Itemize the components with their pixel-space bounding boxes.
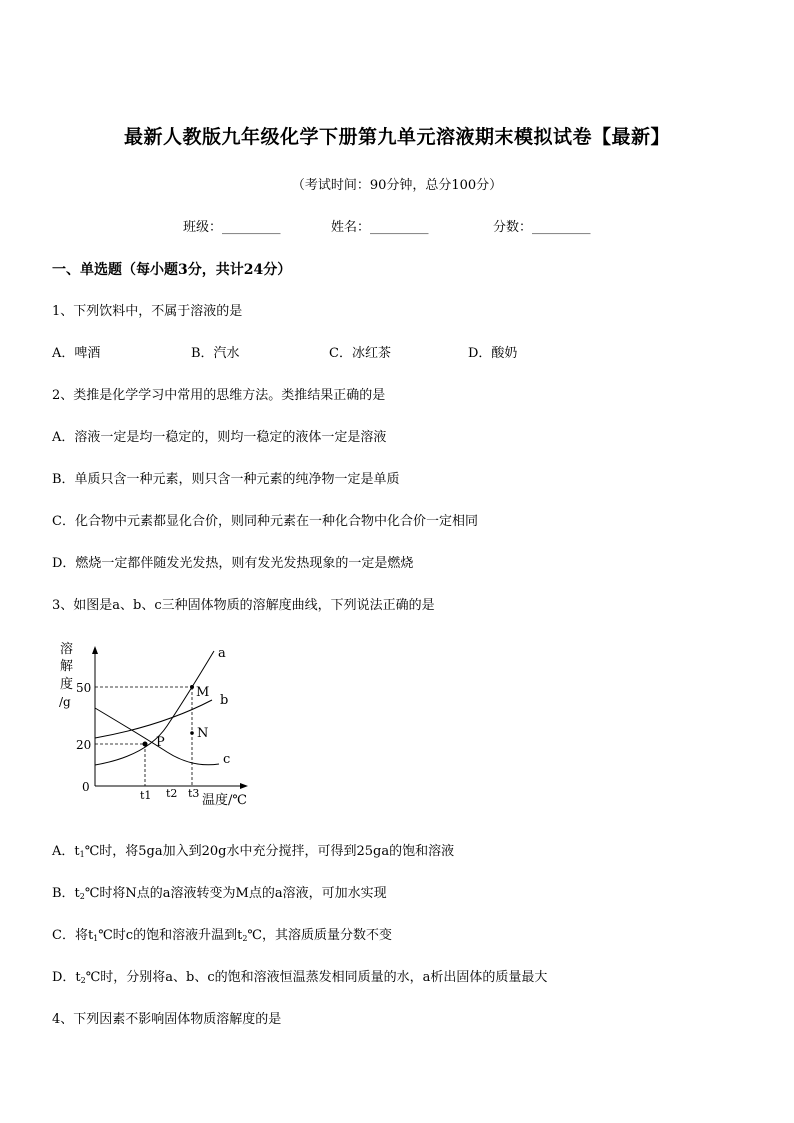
y-tick-label: 50 — [76, 681, 92, 695]
curve-label-a: a — [218, 646, 226, 661]
x-axis-label: 温度/℃ — [202, 793, 247, 808]
q3-option-d: D．$t_2℃$时，分别将a、b、c的饱和溶液恒温蒸发相同质量的水，a析出固体的质量最大 — [52, 970, 548, 985]
q1-option-a: A．啤酒 — [52, 346, 101, 361]
q2-option-d: D．燃烧一定都伴随发光发热，则有发光发热现象的一定是燃烧 — [52, 556, 414, 571]
point-label-p: P — [156, 735, 165, 750]
x-axis-arrow — [240, 783, 248, 789]
q2-option-a: A．溶液一定是均一稳定的，则均一稳定的液体一定是溶液 — [52, 430, 387, 445]
curve-label-c: c — [223, 752, 231, 767]
q3-option-c: C．将$t_1℃$时c的饱和溶液升温到$t_2℃$，其溶质质量分数不变 — [52, 928, 392, 943]
point-m — [190, 685, 194, 689]
x-tick-label: t1 — [140, 789, 152, 802]
point-p — [143, 742, 148, 747]
page-title: 最新人教版九年级化学下册第九单元溶液期末模拟试卷【最新】 — [123, 126, 670, 148]
solubility-curve-graph — [52, 636, 262, 816]
y-label-char: 度 — [60, 677, 74, 692]
q2-option-b: B．单质只含一种元素，则只含一种元素的纯净物一定是单质 — [52, 472, 400, 487]
q1-option-b: B．汽水 — [191, 346, 240, 361]
point-label-n: N — [197, 726, 209, 741]
q1-option-d: D．酸奶 — [468, 346, 518, 361]
class-field: 班级：_________ — [183, 220, 281, 235]
y-label-char: 解 — [60, 659, 74, 674]
q2-option-c: C．化合物中元素都显化合价，则同种元素在一种化合物中化合价一定相同 — [52, 514, 478, 529]
question-1-stem: 1、下列饮料中，不属于溶液的是 — [52, 304, 243, 319]
q1-option-c: C．冰红茶 — [329, 346, 391, 361]
question-2-stem: 2、类推是化学学习中常用的思维方法。类推结果正确的是 — [52, 388, 386, 403]
y-tick-label: 20 — [76, 738, 92, 752]
point-n — [190, 731, 194, 735]
question-4-stem: 4、下列因素不影响固体物质溶解度的是 — [52, 1012, 282, 1027]
point-label-m: M — [196, 685, 210, 700]
x-tick-label: t2 — [166, 787, 178, 800]
y-axis-arrow — [92, 646, 98, 654]
section-heading: 一、单选题（每小题3分，共计24分） — [52, 262, 292, 278]
exam-info: （考试时间：90分钟，总分100分） — [291, 178, 503, 193]
curve-label-b: b — [220, 693, 229, 708]
q3-option-b: B．$t_2℃$时将N点的a溶液转变为M点的a溶液，可加水实现 — [52, 886, 387, 901]
y-label-char: 溶 — [60, 642, 74, 657]
score-field: 分数：_________ — [493, 220, 591, 235]
y-label-unit: /g — [59, 695, 71, 709]
q3-option-a: A．$t_1℃$时，将5ga加入到20g水中充分搅拌，可得到25ga的饱和溶液 — [52, 844, 455, 859]
question-3-stem: 3、如图是a、b、c三种固体物质的溶解度曲线，下列说法正确的是 — [52, 598, 435, 613]
name-field: 姓名：_________ — [331, 220, 429, 235]
x-tick-label: t3 — [188, 787, 200, 800]
y-tick-label: 0 — [82, 780, 90, 794]
